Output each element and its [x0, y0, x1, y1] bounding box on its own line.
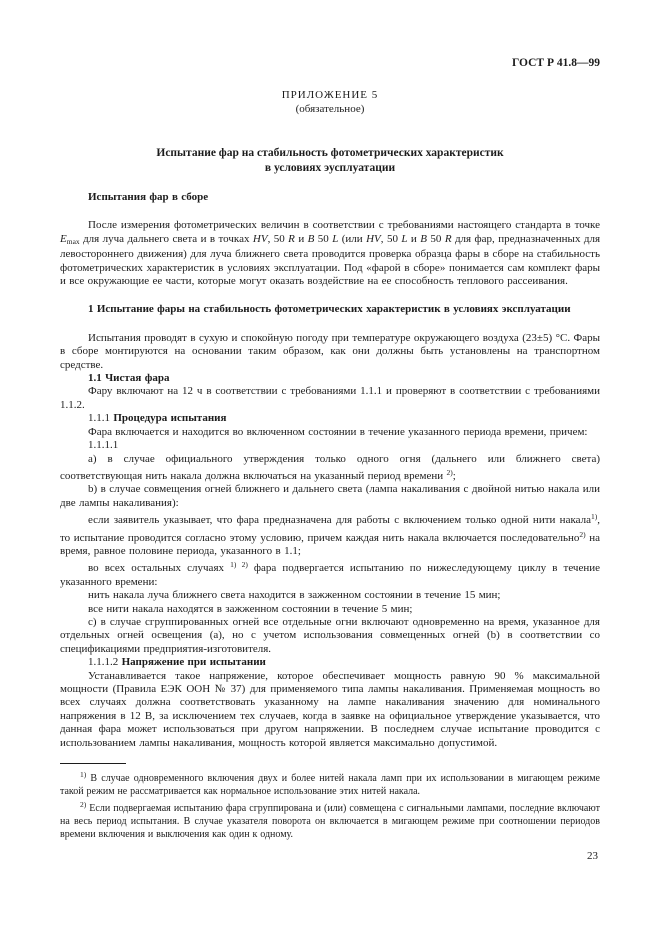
footnotes-section — [60, 763, 600, 841]
para-lamp-switched-on-period: Фара включается и находится во включенном состоянии в течение указанного периода времени, причем: — [88, 425, 588, 438]
section-1-1-1-heading-test-procedure: 1.1.1 Процедура испытания — [88, 412, 227, 425]
para-other-cases-cycle: во всех остальных случаях $^{1) 2)}$ фара подвергается испытанию по нижеследующему циклу в течение указанного времени: — [60, 560, 600, 588]
standard-reference: ГОСТ Р 41.8—99 — [512, 57, 600, 69]
para-photometric-measurement-intro: После измерения фотометрических величин в соответствии с требованиями настоящего стандарта в точке $E_{max}$ для луча дальнего света и в точках HV, 50 R и B 50 L (или HV, 50 L и B 50 R для фар, предназначенных для левостороннего движения) для луча ближнего света проводится проверка образца фары в сборе на стабильность фотометрических характеристик в условиях эксплуатации. Под «фарой в сборе» понимается сам комплект фары и все окружающие ее части, которые могут оказать воздействие на ее способность теплового рассеивания. — [60, 219, 601, 288]
para-test-conditions: Испытания проводят в сухую и спокойную погоду при температуре окружающего воздуха (23±5) °С. Фары в сборе монтируются на основании таким образом, как они должны быть установлены на транспортном средстве. — [60, 331, 600, 371]
footnote-1: $^{1)}$ В случае одновременного включения двух и более нитей накала ламп при их использовании в мигающем режиме такой режим не рассматривается как нормальное использование этих нитей накала. — [60, 770, 600, 798]
section-1-1-heading-clean-lamp: 1.1 Чистая фара — [88, 372, 170, 385]
para-passing-beam-15-min: нить накала луча ближнего света находится в зажженном состоянии в течение 15 мин; — [88, 589, 501, 602]
document-title-line2: в условиях эусплуатации — [264, 162, 396, 174]
list-item-c-grouped-lamps: с) в случае сгруппированных огней все отдельные огни включают одновременно на время, указанное для отдельных огней освещения (а), но с учетом использования совмещенных огней (b) в соответствии со спецификациями предприятия-изготовителя. — [60, 615, 600, 655]
document-title-line1: Испытание фар на стабильность фотометрических характеристик — [156, 147, 504, 159]
subheading-assembled-headlamp-tests: Испытания фар в сборе — [88, 191, 209, 203]
annex-note: (обязательное) — [295, 103, 365, 115]
clause-1-1-1-1-number: 1.1.1.1 — [88, 439, 119, 452]
footnote-separator — [60, 763, 126, 764]
section-1-1-1-2-heading-test-voltage: 1.1.1.2 Напряжение при испытании — [88, 656, 266, 669]
para-single-filament-condition: если заявитель указывает, что фара предназначена для работы с включением только одной нити накала$^{1)}$, то испытание проводится согласно этому условию, причем каждая нить накала включается последовательно$^{2)}$ на время, равное половине периода, указанного в 1.1; — [60, 512, 601, 557]
section-1-heading: 1 Испытание фары на стабильность фотометрических характеристик в условиях эксплуатации — [88, 303, 571, 316]
page-number: 23 — [587, 850, 598, 862]
list-item-b-combined-beams: b) в случае совмещения огней ближнего и дальнего света (лампа накаливания с двойной нитью накала или две лампы накаливания): — [60, 483, 600, 509]
document-title — [60, 146, 600, 176]
para-voltage-90-percent: Устанавливается такое напряжение, которое обеспечивает мощность равную 90 % максимальной мощности (Правила ЕЭК ООН № 37) для применяемого типа лампы накаливания. Применяемая мощность во всех случаях должна соответствовать указанному на лампе накаливания значению для номинального напряжения в 12 В, за исключением тех случаев, когда в заявке на официальное утверждение указывается, что данная фара может использоваться при другом напряжении. В последнем случае испытание проводится с использованием лампы накаливания, мощность которой является максимально допустимой. — [60, 669, 600, 749]
annex-label: ПРИЛОЖЕНИЕ 5 — [281, 89, 379, 101]
footnote-2: $^{2)}$ Если подвергаемая испытанию фара сгруппирована и (или) совмещена с сигнальными лампами, последние включают на весь период испытания. В случае указателя поворота он включается в мигающем режиме при соотношении периодов времени включения и выключения как один к одному. — [60, 800, 600, 841]
list-item-a-single-beam: а) в случае официального утверждения только одного огня (дальнего или ближнего света) соответствующая нить накала должна включаться на указанный период времени $^{2)}$; — [60, 452, 600, 482]
para-lamp-switch-on-12h: Фару включают на 12 ч в соответствии с требованиями 1.1.1 и проверяют в соответствии с требованиями 1.1.2. — [60, 385, 600, 411]
para-all-filaments-5-min: все нити накала находятся в зажженном состоянии в течение 5 мин; — [88, 602, 413, 615]
